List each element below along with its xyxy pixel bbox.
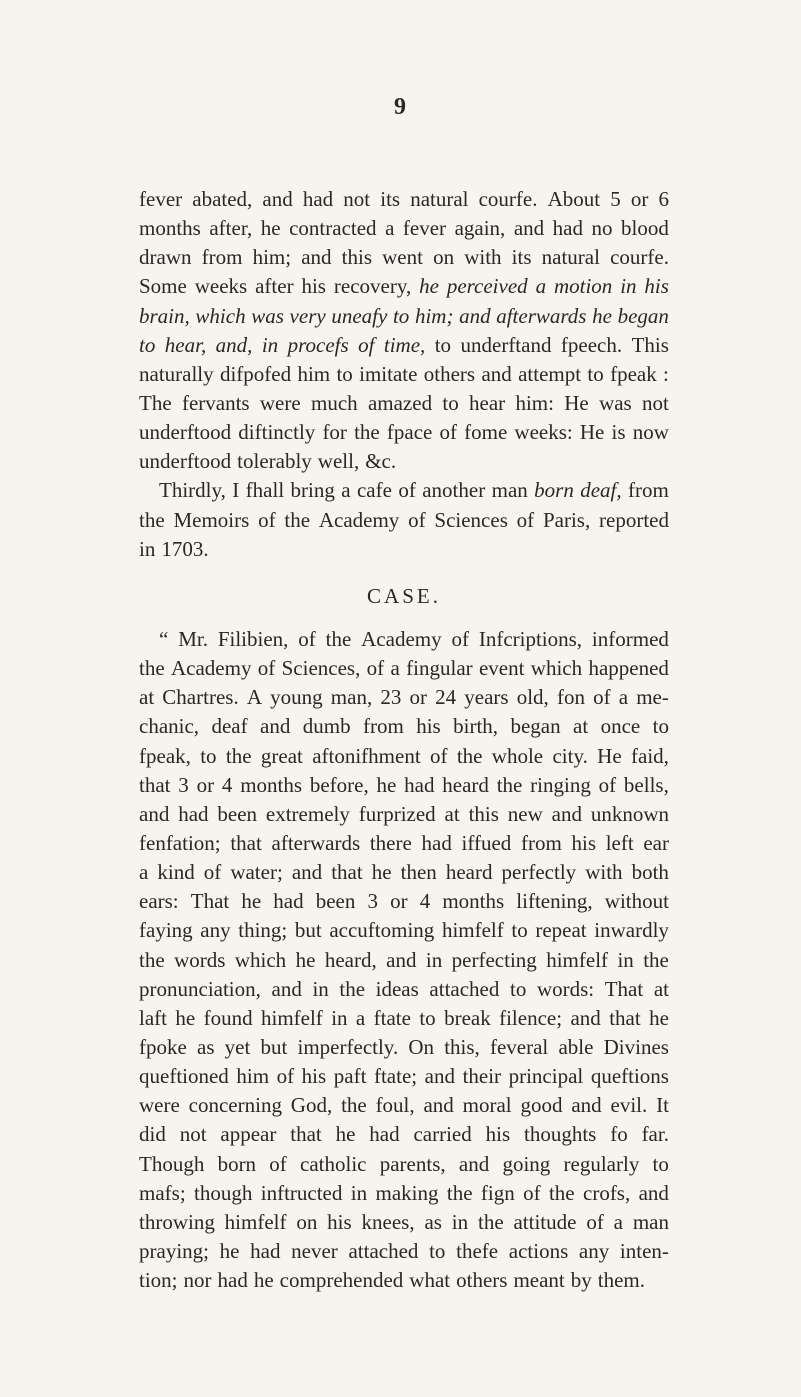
paragraph-thirdly bbox=[139, 476, 669, 563]
text-line: praying; he had never attached to thefe actions any inten- bbox=[139, 1238, 669, 1263]
text-line: fenfation; that afterwards there had iffued from his left ear bbox=[139, 830, 669, 855]
text-line: tion; nor had he comprehended what others meant by them. bbox=[139, 1268, 646, 1293]
text-line: did not appear that he had carried his thoughts fo far. bbox=[139, 1122, 669, 1147]
text-line: and had been extremely furprized at this new and unknown bbox=[139, 801, 669, 826]
text-line: in 1703. bbox=[139, 536, 209, 561]
text-line: chanic, deaf and dumb from his birth, began at once to bbox=[139, 714, 669, 739]
text-line: “ Mr. Filibien, of the Academy of Infcriptions, informed bbox=[159, 626, 669, 651]
text-line: mafs; though inftructed in making the fign of the crofs, and bbox=[139, 1180, 669, 1205]
text-line: fpoke as yet but imperfectly. On this, feveral able Divines bbox=[139, 1034, 669, 1059]
text-line: laft he found himfelf in a ftate to break filence; and that he bbox=[139, 1005, 669, 1030]
text-line: naturally difpofed him to imitate others and attempt to fpeak : bbox=[139, 361, 669, 386]
text-line: drawn from him; and this went on with its natural courfe. bbox=[139, 245, 669, 270]
text-line: underftood diftinctly for the fpace of fome weeks: He is now bbox=[139, 420, 669, 445]
text-line: at Chartres. A young man, 23 or 24 years old, fon of a me- bbox=[139, 685, 669, 710]
text-line: were concerning God, the foul, and moral good and evil. It bbox=[139, 1093, 669, 1118]
text-line: to hear, and, in procefs of time, to underftand fpeech. This bbox=[139, 332, 669, 357]
text-line: brain, which was very uneafy to him; and afterwards he began bbox=[139, 303, 669, 328]
body-text bbox=[139, 185, 669, 1295]
text-line: fever abated, and had not its natural courfe. About 5 or 6 bbox=[139, 187, 669, 211]
text-line: queftioned him of his paft ftate; and their principal queftions bbox=[139, 1064, 669, 1089]
text-line: months after, he contracted a fever again, and had no blood bbox=[139, 216, 669, 241]
page-number: 9 bbox=[394, 94, 407, 120]
text-line: the Academy of Sciences, of a fingular event which happened bbox=[139, 656, 669, 681]
text-line: a kind of water; and that he then heard perfectly with both bbox=[139, 860, 669, 885]
text-line: Some weeks after his recovery, he perceived a motion in his bbox=[139, 274, 669, 299]
text-line: underftood tolerably well, &c. bbox=[139, 449, 397, 474]
text-line: faying any thing; but accuftoming himfelf to repeat inwardly bbox=[139, 918, 669, 943]
text-line: the Memoirs of the Academy of Sciences of Paris, reported bbox=[139, 507, 669, 532]
paragraph-recovery bbox=[139, 185, 669, 476]
paragraph-case bbox=[139, 625, 669, 1295]
text-line: ears: That he had been 3 or 4 months liftening, without bbox=[139, 889, 669, 914]
text-line: Thirdly, I fhall bring a cafe of another man born deaf, from bbox=[159, 478, 669, 503]
text-line: the words which he heard, and in perfecting himfelf in the bbox=[139, 947, 669, 972]
case-heading: CASE. bbox=[367, 583, 441, 608]
text-line: Though born of catholic parents, and going regularly to bbox=[139, 1151, 669, 1176]
text-line: The fervants were much amazed to hear him: He was not bbox=[139, 390, 669, 415]
text-line: fpeak, to the great aftonifhment of the whole city. He faid, bbox=[139, 743, 669, 768]
text-line: that 3 or 4 months before, he had heard the ringing of bells, bbox=[139, 772, 669, 797]
text-line: throwing himfelf on his knees, as in the attitude of a man bbox=[139, 1209, 669, 1234]
text-line: pronunciation, and in the ideas attached to words: That at bbox=[139, 976, 669, 1001]
